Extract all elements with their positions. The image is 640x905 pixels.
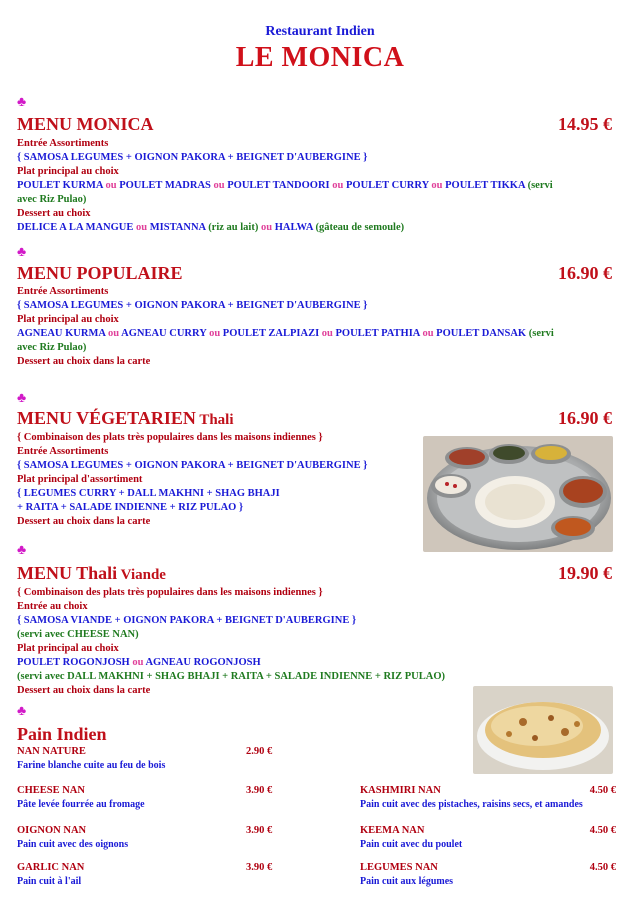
- menu-line: (servi avec DALL MAKHNI + SHAG BHAJI + RAITA + SALADE INDIENNE + RIZ PULAO): [17, 671, 446, 682]
- menu-monica-title: MENU MONICA: [17, 114, 154, 134]
- club-icon: ♣: [17, 245, 27, 260]
- restaurant-title: LE MONICA: [235, 42, 405, 73]
- item-price: 4.50 €: [589, 785, 616, 796]
- item-desc: Pain cuit avec des oignons: [17, 839, 129, 850]
- item-name: GARLIC NAN: [17, 862, 85, 873]
- menu-line: { SAMOSA LEGUMES + OIGNON PAKORA + BEIGNET D'AUBERGINE }: [17, 300, 368, 311]
- menu-vegetarien-title: MENU VÉGETARIEN Thali: [17, 408, 234, 428]
- item-desc: Pain cuit avec du poulet: [360, 839, 463, 850]
- thali-plate-photo: [423, 436, 613, 552]
- menu-line: { SAMOSA LEGUMES + OIGNON PAKORA + BEIGNET D'AUBERGINE }: [17, 152, 368, 163]
- menu-line: Dessert au choix dans la carte: [17, 516, 151, 527]
- menu-line: + RAITA + SALADE INDIENNE + RIZ PULAO }: [17, 502, 244, 513]
- item-desc: Pain cuit avec des pistaches, raisins secs, et amandes: [360, 799, 583, 810]
- item-price: 2.90 €: [246, 746, 273, 757]
- item-price: 4.50 €: [589, 862, 616, 873]
- menu-populaire-price: 16.90 €: [558, 263, 612, 283]
- menu-thali-viande-title: MENU Thali Viande: [17, 563, 166, 583]
- menu-line: Plat principal au choix: [17, 643, 119, 654]
- menu-line: Plat principal au choix: [17, 166, 119, 177]
- menu-line: avec Riz Pulao): [17, 342, 87, 353]
- item-price: 3.90 €: [246, 785, 273, 796]
- menu-line: Plat principal d'assortiment: [17, 474, 143, 485]
- item-name: KEEMA NAN: [360, 825, 425, 836]
- menu-line: Dessert au choix dans la carte: [17, 685, 151, 696]
- item-desc: Pâte levée fourrée au fromage: [17, 799, 145, 810]
- menu-line: POULET KURMA ou POULET MADRAS ou POULET TANDOORI ou POULET CURRY ou POULET TIKKA (servi: [17, 180, 553, 191]
- naan-photo: [473, 686, 613, 774]
- item-price: 3.90 €: [246, 862, 273, 873]
- menu-line: AGNEAU KURMA ou AGNEAU CURRY ou POULET ZALPIAZI ou POULET PATHIA ou POULET DANSAK (servi: [17, 328, 554, 339]
- item-desc: Pain cuit à l'ail: [17, 876, 82, 887]
- menu-line: avec Riz Pulao): [17, 194, 87, 205]
- menu-line: DELICE A LA MANGUE ou MISTANNA (riz au lait) ou HALWA (gâteau de semoule): [17, 222, 405, 233]
- menu-line: Entrée au choix: [17, 601, 88, 612]
- item-name: NAN NATURE: [17, 746, 86, 757]
- club-icon: ♣: [17, 543, 27, 558]
- item-desc: Farine blanche cuite au feu de bois: [17, 760, 166, 771]
- menu-line: { Combinaison des plats très populaires dans les maisons indiennes }: [17, 432, 323, 443]
- item-name: CHEESE NAN: [17, 785, 85, 796]
- club-icon: ♣: [17, 704, 27, 719]
- item-name: OIGNON NAN: [17, 825, 87, 836]
- menu-line: Entrée Assortiments: [17, 446, 109, 457]
- menu-populaire-title: MENU POPULAIRE: [17, 263, 183, 283]
- menu-line: Entrée Assortiments: [17, 286, 109, 297]
- menu-monica-price: 14.95 €: [558, 114, 612, 134]
- menu-line: { SAMOSA LEGUMES + OIGNON PAKORA + BEIGNET D'AUBERGINE }: [17, 460, 368, 471]
- item-price: 3.90 €: [246, 825, 273, 836]
- menu-line: Plat principal au choix: [17, 314, 119, 325]
- item-name: LEGUMES NAN: [360, 862, 438, 873]
- restaurant-subtitle: Restaurant Indien: [265, 24, 375, 39]
- club-icon: ♣: [17, 391, 27, 406]
- menu-line: Entrée Assortiments: [17, 138, 109, 149]
- menu-line: { SAMOSA VIANDE + OIGNON PAKORA + BEIGNET D'AUBERGINE }: [17, 615, 357, 626]
- menu-line: POULET ROGONJOSH ou AGNEAU ROGONJOSH: [17, 657, 261, 668]
- menu-vegetarien-price: 16.90 €: [558, 408, 612, 428]
- menu-line: Dessert au choix: [17, 208, 91, 219]
- pain-indien-title: Pain Indien: [17, 724, 107, 744]
- item-desc: Pain cuit aux légumes: [360, 876, 454, 887]
- menu-thali-viande-price: 19.90 €: [558, 563, 612, 583]
- club-icon: ♣: [17, 95, 27, 110]
- menu-line: Dessert au choix dans la carte: [17, 356, 151, 367]
- menu-line: { Combinaison des plats très populaires dans les maisons indiennes }: [17, 587, 323, 598]
- item-price: 4.50 €: [589, 825, 616, 836]
- menu-line: { LEGUMES CURRY + DALL MAKHNI + SHAG BHAJI: [17, 488, 280, 499]
- item-name: KASHMIRI NAN: [360, 785, 441, 796]
- menu-line: (servi avec CHEESE NAN): [17, 629, 139, 640]
